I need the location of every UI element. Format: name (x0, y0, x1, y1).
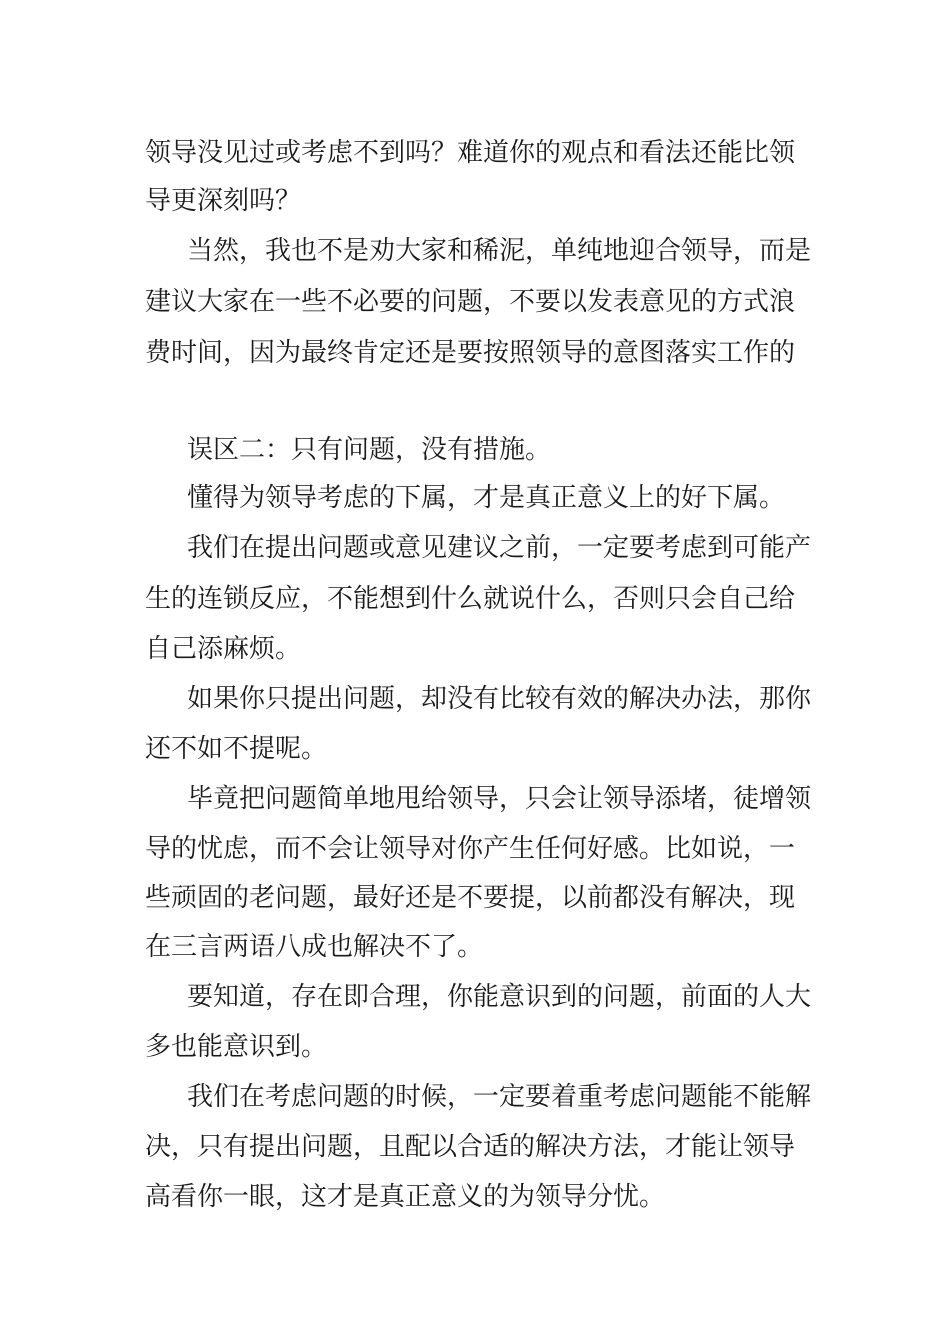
paragraph-start-line: 毕竟把问题简单地甩给领导，只会让领导添堵，徒增领 (187, 784, 812, 814)
paragraph-start-line: 要知道，存在即合理，你能意识到的问题，前面的人大 (187, 982, 812, 1012)
text-line: 导更深刻吗？ (145, 186, 302, 216)
text-line: 领导没见过或考虑不到吗？难道你的观点和看法还能比领 (145, 138, 796, 168)
paragraph-start-line: 如果你只提出问题，却没有比较有效的解决办法，那你 (187, 684, 812, 714)
paragraph-start-line: 懂得为领导考虑的下属，才是真正意义上的好下属。 (187, 483, 786, 513)
text-line: 还不如不提呢。 (145, 734, 328, 764)
text-line: 在三言两语八成也解决不了。 (145, 932, 484, 962)
text-line: 些顽固的老问题，最好还是不要提，以前都没有解决，现 (145, 883, 796, 913)
section-heading: 误区二：只有问题，没有措施。 (187, 435, 552, 465)
text-line: 建议大家在一些不必要的问题，不要以发表意见的方式浪 (145, 287, 796, 317)
text-line: 自己添麻烦。 (145, 634, 302, 664)
paragraph-start-line: 我们在提出问题或意见建议之前，一定要考虑到可能产 (187, 533, 812, 563)
text-line: 决，只有提出问题，且配以合适的解决方法，才能让领导 (145, 1132, 796, 1162)
text-line: 导的忧虑，而不会让领导对你产生任何好感。比如说，一 (145, 834, 796, 864)
paragraph-start-line: 我们在考虑问题的时候，一定要着重考虑问题能不能解 (187, 1082, 812, 1112)
paragraph-start-line: 当然，我也不是劝大家和稀泥，单纯地迎合领导，而是 (187, 236, 812, 266)
text-line: 生的连锁反应，不能想到什么就说什么，否则只会自己给 (145, 584, 796, 614)
text-line: 高看你一眼，这才是真正意义的为领导分忧。 (145, 1182, 666, 1212)
text-line: 费时间，因为最终肯定还是要按照领导的意图落实工作的 (145, 338, 796, 368)
text-line: 多也能意识到。 (145, 1032, 328, 1062)
